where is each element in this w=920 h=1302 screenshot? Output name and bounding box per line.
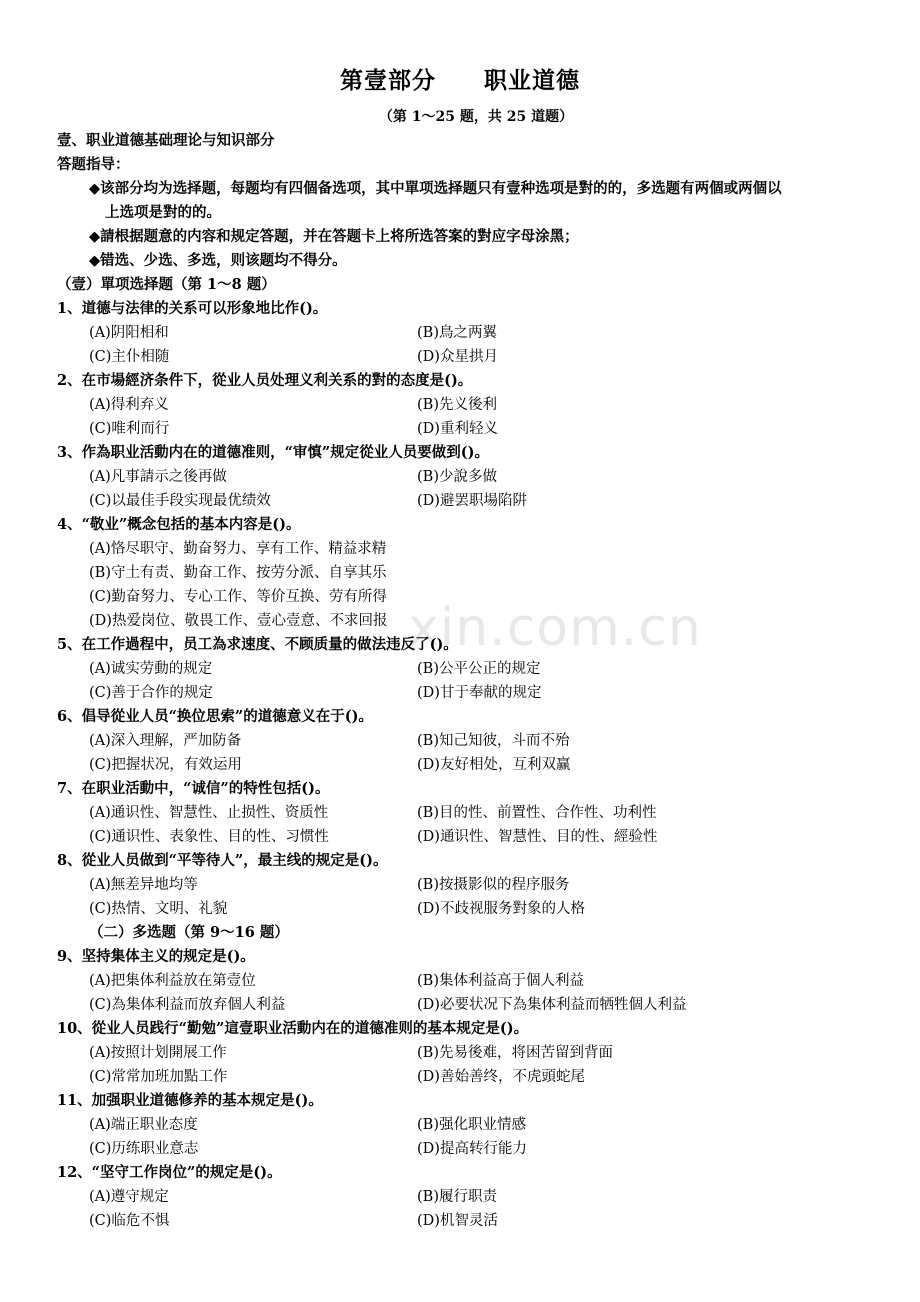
q11-option-b: (B)强化职业情感	[417, 1117, 526, 1133]
page-title	[0, 62, 920, 95]
q1-option-b: (B)鳥之两翼	[417, 325, 497, 341]
q10-option-c: (C)常常加班加點工作	[89, 1069, 228, 1085]
question-5: 5、在工作過程中，员工為求速度、不顾质量的做法违反了()。	[57, 636, 458, 653]
part2-heading: （二）多选题（第 9～16 题）	[89, 924, 289, 941]
q8-option-d: (D)不歧视服务對象的人格	[417, 901, 585, 917]
q5-option-b: (B)公平公正的规定	[417, 661, 541, 677]
q10-option-d: (D)善始善终，不虎頭蛇尾	[417, 1069, 585, 1085]
q9-option-b: (B)集体利益高于個人利益	[417, 973, 584, 989]
q1-option-d: (D)众星拱月	[417, 349, 498, 365]
question-9: 9、坚持集体主义的规定是()。	[57, 948, 255, 965]
q10-option-a: (A)按照计划開展工作	[89, 1045, 227, 1061]
question-11: 11、加强职业道德修养的基本规定是()。	[57, 1092, 323, 1109]
q4-option-c: (C)勤奋努力、专心工作、等价互换、劳有所得	[89, 589, 387, 605]
q2-option-c: (C)唯利而行	[89, 421, 170, 437]
watermark: xin.com.cn	[408, 598, 702, 658]
q10-option-b: (B)先易後难，将困苦留到背面	[417, 1045, 613, 1061]
q11-option-d: (D)提高转行能力	[417, 1141, 527, 1157]
guide-bullet-2: ◆請根据题意的内容和规定答题，并在答题卡上将所选答案的對应字母涂黑；	[89, 228, 579, 245]
question-6: 6、倡导從业人员“换位思索”的道德意义在于()。	[57, 708, 373, 725]
q8-option-a: (A)無差异地均等	[89, 877, 198, 893]
q7-option-b: (B)目的性、前置性、合作性、功利性	[417, 805, 657, 821]
guide-bullet-1: ◆该部分均为选择题，每题均有四個备选项，其中單项选择题只有壹种选项是對的的，多选题有两個或两個以	[89, 180, 782, 197]
q1-option-c: (C)主仆相随	[89, 349, 170, 365]
q4-option-a: (A)恪尽职守、勤奋努力、享有工作、精益求精	[89, 541, 387, 557]
q11-option-c: (C)历练职业意志	[89, 1141, 199, 1157]
guide-bullet-1-cont: 上选项是對的的。	[105, 204, 221, 221]
question-2: 2、在市場經济条件下，從业人员处理义利关系的對的态度是()。	[57, 372, 473, 389]
page-subtitle: （第 1～25 题，共 25 道题）	[378, 109, 574, 125]
q6-option-d: (D)友好相处，互利双赢	[417, 757, 571, 773]
guide-label: 答题指导：	[57, 156, 130, 173]
q12-option-d: (D)机智灵活	[417, 1213, 498, 1229]
q1-option-a: (A)阴阳相和	[89, 325, 169, 341]
q11-option-a: (A)端正职业态度	[89, 1117, 198, 1133]
q9-option-a: (A)把集体利益放在第壹位	[89, 973, 256, 989]
q12-option-c: (C)临危不惧	[89, 1213, 170, 1229]
q5-option-c: (C)善于合作的规定	[89, 685, 213, 701]
q3-option-b: (B)少說多做	[417, 469, 497, 485]
guide-bullet-3: ◆错选、少选、多选，则该题均不得分。	[89, 252, 347, 269]
title-part: 第壹部分	[340, 68, 436, 94]
question-1: 1、道德与法律的关系可以形象地比作()。	[57, 300, 328, 317]
q3-option-a: (A)凡事請示之後再做	[89, 469, 227, 485]
question-7: 7、在职业活動中，“诚信”的特性包括()。	[57, 780, 330, 797]
title-name: 职业道德	[484, 68, 580, 94]
q7-option-d: (D)通识性、智慧性、目的性、經验性	[417, 829, 658, 845]
question-8: 8、從业人员做到“平等待人”，最主线的规定是()。	[57, 852, 388, 869]
q2-option-a: (A)得利弃义	[89, 397, 169, 413]
question-4: 4、“敬业”概念包括的基本内容是()。	[57, 516, 301, 533]
question-10: 10、從业人员践行“勤勉”這壹职业活動内在的道德准则的基本规定是()。	[57, 1020, 529, 1037]
question-12: 12、“坚守工作岗位”的规定是()。	[57, 1164, 282, 1181]
q8-option-b: (B)按摄影似的程序服务	[417, 877, 570, 893]
q6-option-c: (C)把握状况，有效运用	[89, 757, 242, 773]
q3-option-d: (D)避罢职場陷阱	[417, 493, 527, 509]
q3-option-c: (C)以最佳手段实现最优绩效	[89, 493, 271, 509]
q2-option-b: (B)先义後利	[417, 397, 497, 413]
q12-option-b: (B)履行职责	[417, 1189, 497, 1205]
section-heading: 壹、职业道德基础理论与知识部分	[57, 132, 275, 149]
q8-option-c: (C)热情、文明、礼貌	[89, 901, 228, 917]
q4-option-d: (D)热爱岗位、敬畏工作、壹心壹意、不求回报	[89, 613, 388, 629]
part1-heading: （壹）單项选择题（第 1～8 题）	[57, 276, 276, 293]
q9-option-d: (D)必要状况下為集体利益而牺牲個人利益	[417, 997, 687, 1013]
q6-option-b: (B)知己知彼，斗而不殆	[417, 733, 570, 749]
q7-option-a: (A)通识性、智慧性、止损性、资质性	[89, 805, 329, 821]
q6-option-a: (A)深入理解，严加防备	[89, 733, 242, 749]
q5-option-d: (D)甘于奉献的规定	[417, 685, 542, 701]
question-3: 3、作為职业活動内在的道德准则，“审慎”规定從业人员要做到()。	[57, 444, 489, 461]
q12-option-a: (A)遵守规定	[89, 1189, 169, 1205]
q2-option-d: (D)重利轻义	[417, 421, 498, 437]
q4-option-b: (B)守土有责、勤奋工作、按劳分派、自享其乐	[89, 565, 387, 581]
q9-option-c: (C)為集体利益而放弃個人利益	[89, 997, 286, 1013]
q7-option-c: (C)通识性、表象性、目的性、习惯性	[89, 829, 329, 845]
q5-option-a: (A)诚实劳動的规定	[89, 661, 213, 677]
